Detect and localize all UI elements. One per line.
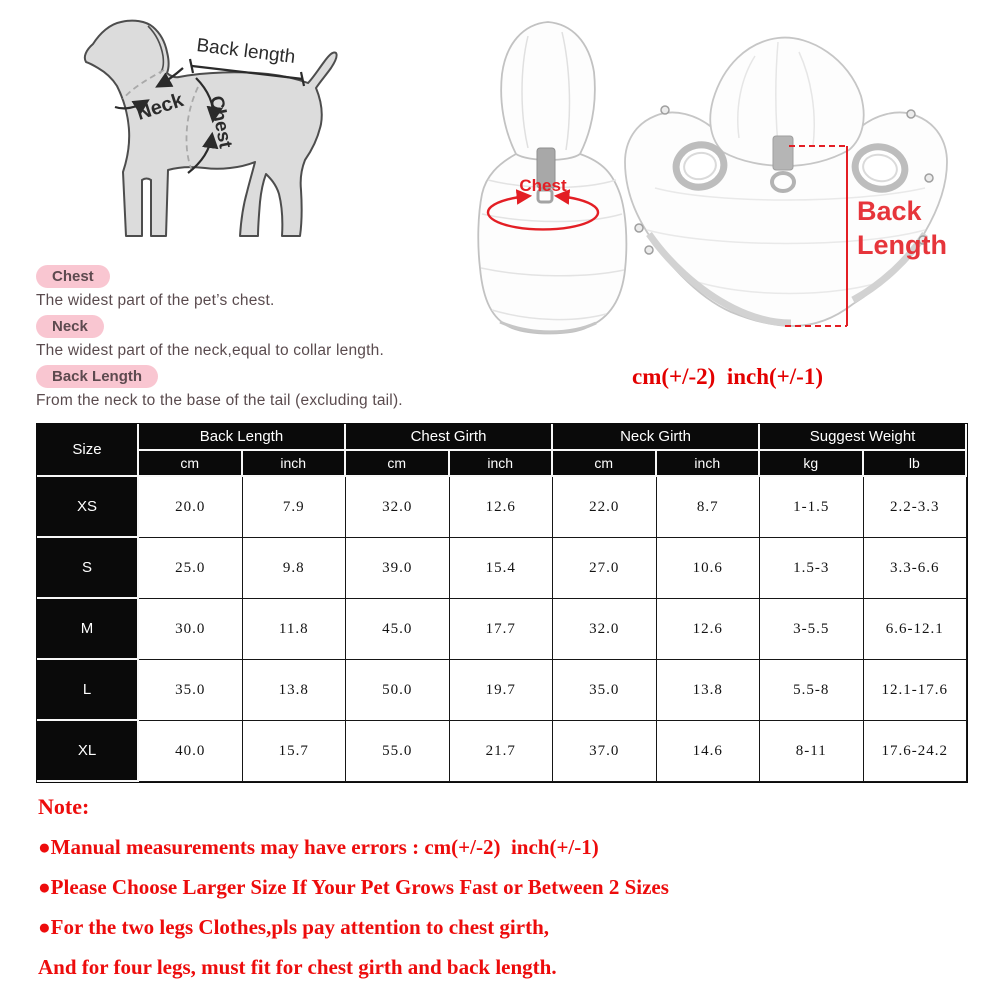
dog-measurement-diagram (20, 10, 360, 260)
table-cell: 19.7 (450, 660, 554, 721)
table-cell: 17.6-24.2 (864, 721, 968, 782)
table-header-row-groups (37, 424, 967, 451)
table-cell: 27.0 (553, 538, 657, 599)
table-cell: 11.8 (243, 599, 347, 660)
neck-term-pill: Neck (36, 315, 104, 338)
unit-header: inch (450, 451, 554, 477)
table-cell: 3.3-6.6 (864, 538, 968, 599)
definition-back-length (36, 365, 496, 410)
dog-back-length-label: Back length (195, 35, 297, 68)
table-cell: 1-1.5 (760, 477, 864, 538)
size-label: M (37, 599, 139, 660)
note-line: ●Please Choose Larger Size If Your Pet Grows Fast or Between 2 Sizes (38, 875, 669, 899)
table-cell: 6.6-12.1 (864, 599, 968, 660)
chest-term-pill: Chest (36, 265, 110, 288)
table-row (37, 477, 967, 538)
table-cell: 35.0 (139, 660, 243, 721)
table-row (37, 660, 967, 721)
note-line: ●Manual measurements may have errors : cm(+/-2) inch(+/-1) (38, 835, 599, 859)
note-line: ●For the two legs Clothes,pls pay attention to chest girth, (38, 915, 550, 939)
front-jacket-hood (501, 22, 595, 160)
table-cell: 13.8 (243, 660, 347, 721)
table-cell: 7.9 (243, 477, 347, 538)
back-jacket-back-label: Back (857, 196, 922, 226)
table-cell: 2.2-3.3 (864, 477, 968, 538)
table-cell: 40.0 (139, 721, 243, 782)
table-cell: 15.4 (450, 538, 554, 599)
chest-girth-group-header: Chest Girth (346, 424, 553, 451)
table-cell: 21.7 (450, 721, 554, 782)
table-cell: 8-11 (760, 721, 864, 782)
table-row (37, 538, 967, 599)
front-jacket-chest-label: Chest (519, 176, 567, 195)
tolerance-note: cm(+/-2) inch(+/-1) (632, 364, 823, 389)
measurement-definitions (36, 265, 496, 415)
table-cell: 32.0 (553, 599, 657, 660)
size-label: L (37, 660, 139, 721)
table-cell: 10.6 (657, 538, 761, 599)
back-length-definition-text: From the neck to the base of the tail (excluding tail). (36, 392, 403, 409)
dog-chest-label: Chest (205, 94, 236, 151)
table-cell: 50.0 (346, 660, 450, 721)
dog-neck-label: Neck (133, 89, 187, 125)
table-cell: 55.0 (346, 721, 450, 782)
suggest-weight-group-header: Suggest Weight (760, 424, 967, 451)
table-cell: 39.0 (346, 538, 450, 599)
table-cell: 22.0 (553, 477, 657, 538)
back-length-term-pill: Back Length (36, 365, 158, 388)
notes-section (38, 794, 669, 980)
table-cell: 8.7 (657, 477, 761, 538)
table-row (37, 599, 967, 660)
size-chart-table (36, 423, 968, 783)
neck-definition-text: The widest part of the neck,equal to collar length. (36, 342, 384, 359)
notes-title: Note: (38, 794, 90, 819)
table-cell: 30.0 (139, 599, 243, 660)
table-cell: 45.0 (346, 599, 450, 660)
neck-girth-group-header: Neck Girth (553, 424, 760, 451)
table-cell: 9.8 (243, 538, 347, 599)
unit-header: inch (657, 451, 761, 477)
table-cell: 12.6 (657, 599, 761, 660)
definition-neck (36, 315, 496, 360)
table-header-row-units (37, 451, 967, 477)
back-jacket-diagram (595, 8, 995, 348)
table-cell: 35.0 (553, 660, 657, 721)
table-cell: 32.0 (346, 477, 450, 538)
size-column-header: Size (37, 424, 139, 477)
chest-definition-text: The widest part of the pet’s chest. (36, 292, 275, 309)
table-cell: 13.8 (657, 660, 761, 721)
table-cell: 20.0 (139, 477, 243, 538)
table-cell: 25.0 (139, 538, 243, 599)
table-cell: 17.7 (450, 599, 554, 660)
table-cell: 15.7 (243, 721, 347, 782)
table-cell: 12.6 (450, 477, 554, 538)
table-cell: 3-5.5 (760, 599, 864, 660)
table-row (37, 721, 967, 782)
table-cell: 5.5-8 (760, 660, 864, 721)
table-cell: 14.6 (657, 721, 761, 782)
definition-chest (36, 265, 496, 310)
unit-header: cm (553, 451, 657, 477)
table-cell: 37.0 (553, 721, 657, 782)
unit-header: kg (760, 451, 864, 477)
unit-header: lb (864, 451, 968, 477)
size-label: S (37, 538, 139, 599)
note-line: And for four legs, must fit for chest girth and back length. (38, 955, 557, 979)
back-jacket-length-label: Length (857, 230, 947, 260)
size-label: XL (37, 721, 139, 782)
back-jacket-harness-strap (773, 136, 793, 170)
unit-header: inch (243, 451, 347, 477)
back-length-group-header: Back Length (139, 424, 346, 451)
size-label: XS (37, 477, 139, 538)
table-cell: 12.1-17.6 (864, 660, 968, 721)
unit-header: cm (346, 451, 450, 477)
table-cell: 1.5-3 (760, 538, 864, 599)
unit-header: cm (139, 451, 243, 477)
